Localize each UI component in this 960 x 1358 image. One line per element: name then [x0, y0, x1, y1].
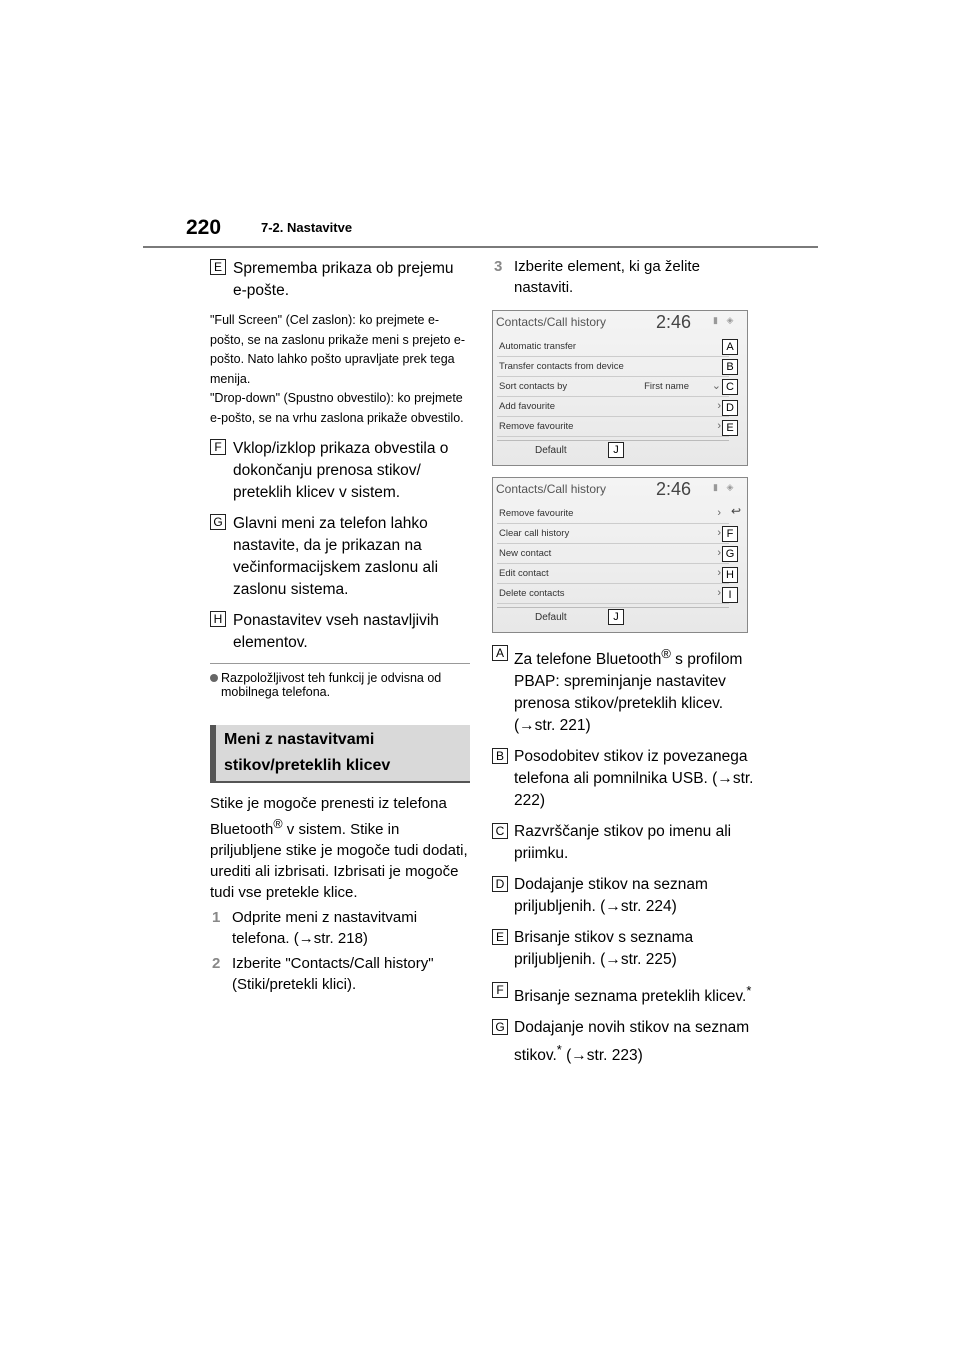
settings-list	[497, 504, 729, 604]
row-label: Edit contact	[499, 568, 549, 579]
step-text: Izberite "Contacts/Call history" (Stiki/pretekli klici).	[232, 955, 434, 993]
letter-box: F	[210, 439, 226, 455]
item-description	[210, 311, 470, 428]
row-label: Add favourite	[499, 401, 555, 412]
list-item	[492, 746, 754, 812]
step-item	[210, 953, 470, 995]
default-label: Default	[535, 445, 567, 456]
chevron-right-icon: ›	[717, 507, 721, 519]
step-item	[210, 907, 470, 949]
list-item	[210, 258, 470, 302]
item-text: Sprememba prikaza ob prejemu e-pošte.	[233, 260, 454, 299]
screen-contacts-settings-1	[492, 310, 748, 466]
callout-tag: B	[722, 359, 738, 375]
step-text: Izberite element, ki ga želite nastaviti.	[514, 258, 700, 296]
setting-row-clear-call-history[interactable]	[497, 524, 729, 544]
callout-tag: A	[722, 339, 738, 355]
setting-row-new-contact[interactable]	[497, 544, 729, 564]
chevron-down-icon: ⌄	[711, 380, 721, 392]
callout-tag: D	[722, 400, 738, 416]
letter-box: D	[492, 876, 508, 892]
list-item	[210, 513, 470, 601]
chevron-right-icon: ›	[717, 400, 721, 412]
desc-drop-down: "Drop-down" (Spustno obvestilo): ko prejmete e-pošto, se na vrhu zaslona prikaže obvestilo.	[210, 391, 464, 425]
callout-tag: J	[608, 609, 624, 625]
chevron-right-icon: ›	[717, 420, 721, 432]
back-arrow-icon[interactable]: ↩	[731, 504, 742, 518]
status-icons: ▮ ◈	[713, 315, 737, 325]
footnote-mark: *	[746, 983, 752, 999]
list-item	[492, 927, 754, 971]
row-label: New contact	[499, 548, 552, 559]
item-text: Glavni meni za telefon lahko nastavite, da je prikazan na večinformacijskem zaslonu ali zaslonu sistema.	[233, 515, 439, 598]
letter-box: G	[210, 514, 226, 530]
list-item	[210, 610, 470, 654]
item-text: Brisanje stikov s seznama priljubljenih. (→str. 225)	[514, 929, 694, 969]
item-text: Dodajanje stikov na seznam priljubljenih. (→str. 224)	[514, 876, 708, 916]
row-label: Remove favourite	[499, 421, 574, 432]
item-text: Dodajanje novih stikov na seznam stikov.	[514, 1019, 750, 1065]
item-text: Vklop/izklop prikaza obvestila o dokončanju prenosa stikov/ preteklih klicev v sistem.	[233, 440, 449, 501]
section-title: Meni z nastavitvami stikov/preteklih klicev	[210, 725, 470, 783]
item-text: Za telefone Bluetooth	[514, 651, 662, 669]
list-item	[492, 643, 754, 737]
chevron-right-icon: ›	[717, 587, 721, 599]
item-text: Brisanje seznama preteklih klicev.	[514, 988, 747, 1006]
letter-box: E	[492, 929, 508, 945]
item-text: Razvrščanje stikov po imenu ali priimku.	[514, 823, 732, 863]
screen-title: Contacts/Call history	[496, 315, 607, 329]
note-text: Razpoložljivost teh funkcij je odvisna od mobilnega telefona.	[221, 671, 442, 699]
letter-box: H	[210, 611, 226, 627]
letter-box: C	[492, 823, 508, 839]
list-item	[492, 1017, 754, 1067]
item-text-cont: (→str. 223)	[561, 1047, 643, 1065]
setting-row-remove-favourite[interactable]	[497, 417, 729, 437]
clock: 2:46	[656, 479, 692, 499]
screen-title: Contacts/Call history	[496, 482, 607, 496]
default-label: Default	[535, 612, 567, 623]
row-label: Automatic transfer	[499, 341, 577, 352]
row-label: Delete contacts	[499, 588, 565, 599]
setting-row-add-favourite[interactable]	[497, 397, 729, 417]
step-number: 1	[212, 909, 221, 926]
setting-row-sort-contacts[interactable]	[497, 377, 729, 397]
item-text-cont: s profilom PBAP: spreminjanje nastavitev prenosa stikov/preteklih klicev. (→str. 221)	[514, 651, 743, 735]
setting-row-edit-contact[interactable]	[497, 564, 729, 584]
callout-tag: G	[722, 546, 738, 562]
step-text: Odprite meni z nastavitvami telefona. (→str. 218)	[232, 909, 418, 947]
body-paragraph	[210, 793, 470, 903]
right-column	[492, 256, 754, 1076]
letter-box: G	[492, 1019, 508, 1035]
footnote-mark: *	[556, 1042, 562, 1058]
settings-list	[497, 337, 729, 437]
body-text-b: v sistem. Stike in priljubljene stike je mogoče tudi dodati, urediti ali izbrisati. Izbrisati je mogoče tudi vse pretekle klice.	[210, 821, 468, 901]
desc-full-screen: "Full Screen" (Cel zaslon): ko prejmete e-pošto, se na zaslonu prikaže meni s prejeto e-pošto. Nato lahko pošto upravljate prek tega menija.	[210, 313, 465, 386]
letter-box: F	[492, 982, 508, 998]
step-number: 3	[494, 258, 503, 275]
chevron-right-icon: ›	[717, 567, 721, 579]
item-text: Ponastavitev vseh nastavljivih elementov.	[233, 612, 439, 651]
list-item	[492, 874, 754, 918]
left-column	[210, 258, 470, 995]
letter-box: B	[492, 748, 508, 764]
list-item	[492, 980, 754, 1008]
setting-row-delete-contacts[interactable]	[497, 584, 729, 604]
row-value: First name	[644, 381, 689, 392]
clock: 2:46	[656, 312, 692, 332]
row-label: Transfer contacts from device	[499, 361, 624, 372]
callout-tag: H	[722, 567, 738, 583]
row-label: Clear call history	[499, 528, 570, 539]
status-icons: ▮ ◈	[713, 482, 737, 492]
step-number: 2	[212, 955, 221, 972]
body-text-a: Stike je mogoče prenesti iz telefona Bluetooth	[210, 795, 447, 838]
bullet-icon	[210, 674, 218, 682]
setting-row-automatic-transfer[interactable]	[497, 337, 729, 357]
callout-tag: I	[722, 587, 738, 603]
list-item	[492, 821, 754, 865]
chevron-right-icon: ›	[717, 547, 721, 559]
callout-tag: E	[722, 420, 738, 436]
note-block	[210, 663, 470, 699]
registered-mark: ®	[661, 646, 671, 661]
setting-row-transfer-contacts[interactable]	[497, 357, 729, 377]
list-item	[210, 438, 470, 504]
letter-box: E	[210, 259, 226, 275]
chapter-title: 7-2. Nastavitve	[261, 220, 353, 235]
page-number: 220	[186, 216, 222, 239]
row-label: Remove favourite	[499, 508, 574, 519]
registered-mark: ®	[273, 817, 283, 831]
callout-tag: J	[608, 442, 624, 458]
callout-tag: F	[722, 526, 738, 542]
setting-row-remove-favourite[interactable]	[497, 504, 729, 524]
letter-box: A	[492, 645, 508, 661]
step-item	[492, 256, 754, 298]
callout-tag: C	[722, 379, 738, 395]
item-text: Posodobitev stikov iz povezanega telefona ali pomnilnika USB. (→str. 222)	[514, 748, 754, 810]
page-header	[143, 214, 818, 248]
row-label: Sort contacts by	[499, 381, 568, 392]
chevron-right-icon: ›	[717, 527, 721, 539]
note	[210, 671, 470, 699]
screen-contacts-settings-2	[492, 477, 748, 633]
